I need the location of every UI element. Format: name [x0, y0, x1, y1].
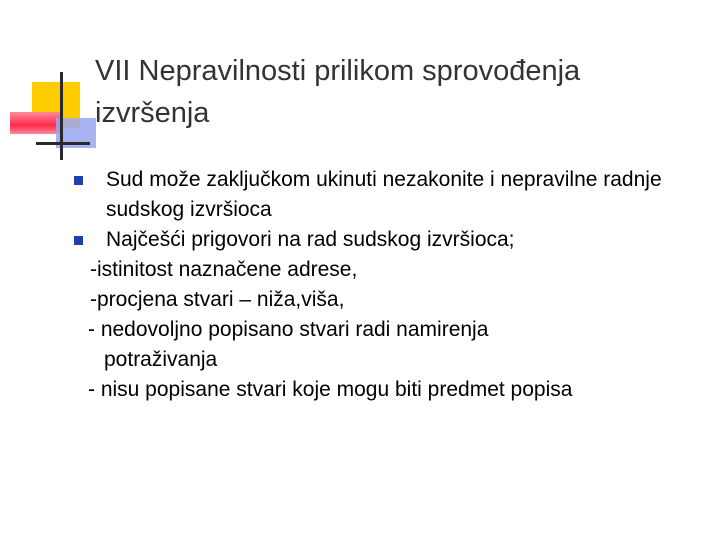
- slide-content: [74, 165, 714, 405]
- body-line: -istinitost naznačene adrese,: [90, 258, 358, 281]
- bullet-item: [74, 165, 714, 225]
- body-line: -procjena stvari – niža,viša,: [90, 288, 345, 311]
- body-line-continuation: potraživanja: [104, 348, 218, 371]
- decor-vertical-line: [60, 72, 63, 160]
- decor-horizontal-line: [36, 142, 90, 145]
- bullet-text: Najčešći prigovori na rad sudskog izvršioca;: [106, 228, 515, 251]
- decor-pink-bar: [10, 112, 60, 134]
- body-line: - nisu popisane stvari koje mogu biti predmet popisa: [88, 378, 573, 401]
- bullet-text: Sud može zaključkom ukinuti nezakonite i nepravilne radnje sudskog izvršioca: [106, 168, 662, 221]
- body-line: - nedovoljno popisano stvari radi namirenja: [88, 318, 489, 341]
- bullet-item: [74, 225, 714, 255]
- square-bullet-icon: [74, 176, 83, 185]
- square-bullet-icon: [74, 236, 83, 245]
- slide-title: VII Nepravilnosti prilikom sprovođenja izvršenja: [95, 55, 581, 129]
